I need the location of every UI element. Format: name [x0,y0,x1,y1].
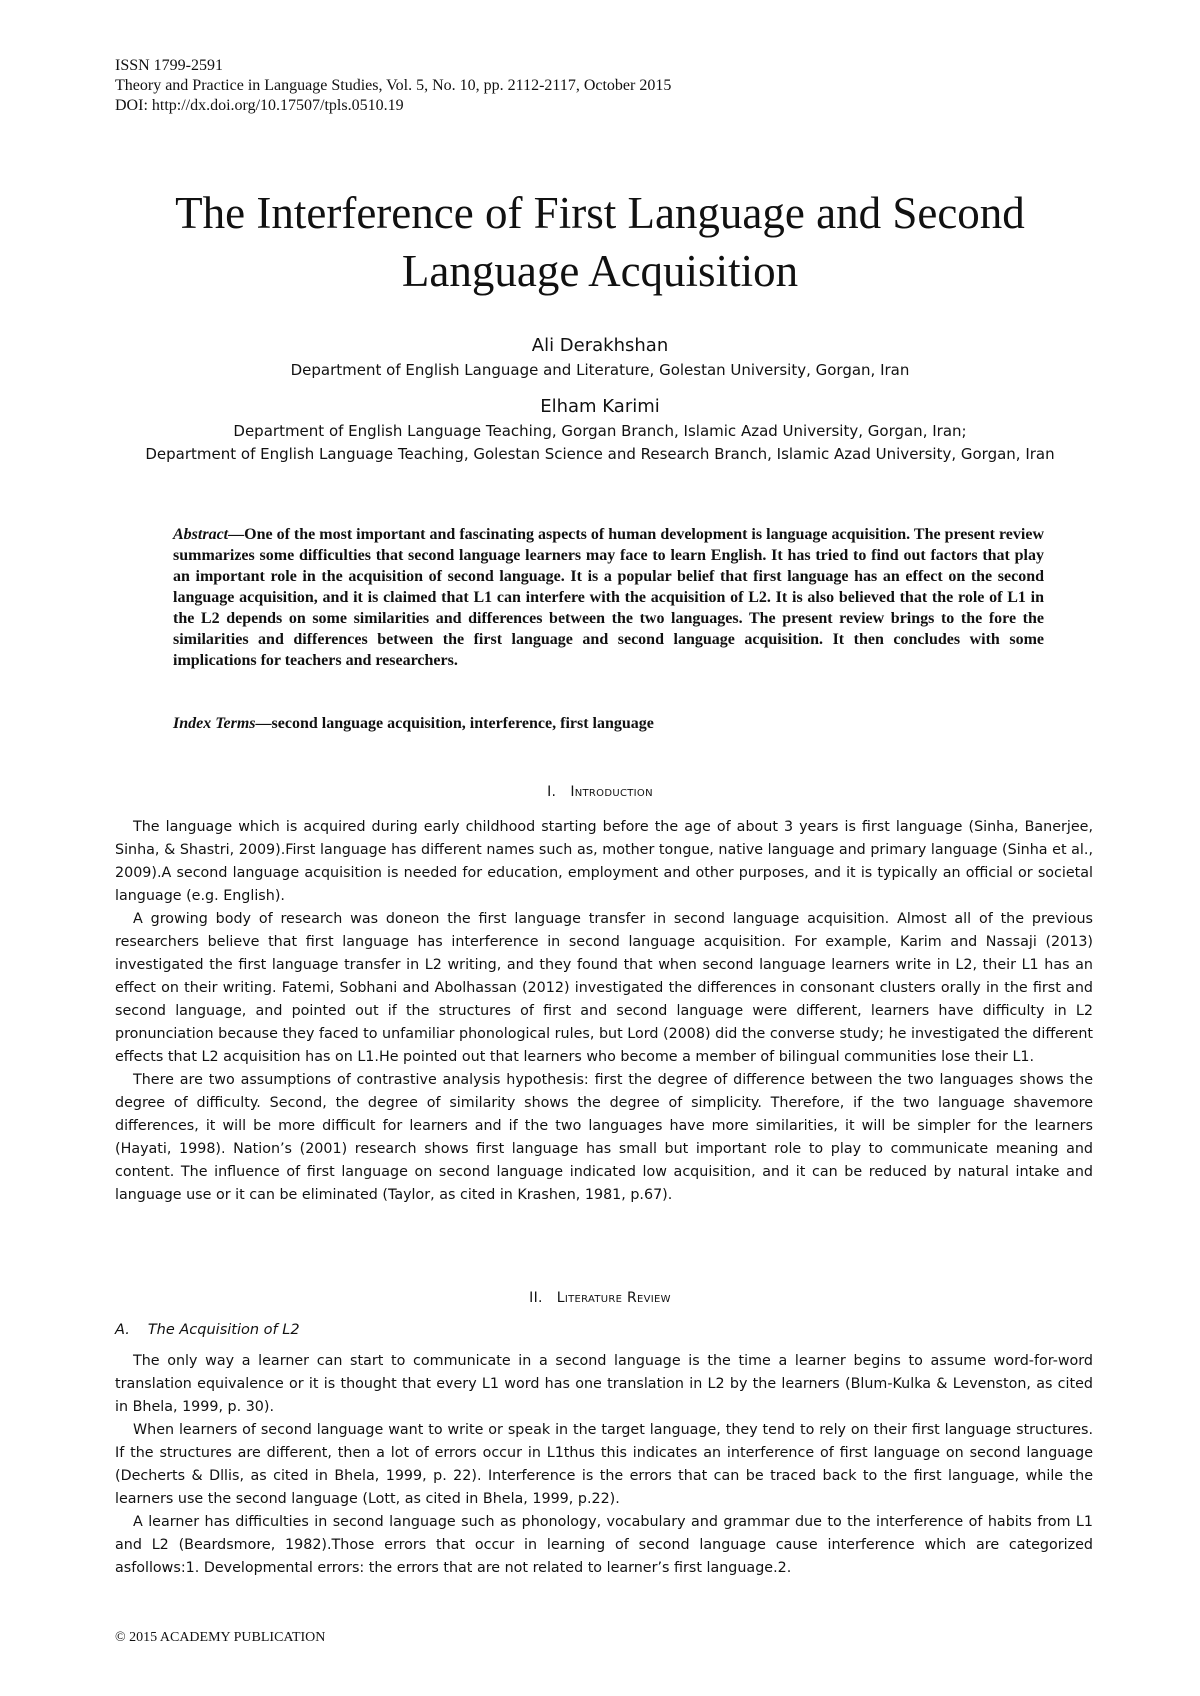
page-footer: © 2015 ACADEMY PUBLICATION [115,1630,326,1645]
author-name: Ali Derakhshan [531,335,669,356]
introduction-body [115,816,1093,1207]
author-affiliation: Department of English Language Teaching, Golestan Science and Research Branch, Islamic Azad University, Gorgan, Iran [145,445,1055,463]
author-2 [100,394,1100,466]
section-title: Introduction [570,784,653,800]
index-terms [173,713,1044,734]
literature-review-body [115,1350,1093,1580]
subsection-number: A. [115,1322,130,1338]
title-line-2: Language Acquisition [401,246,799,296]
index-terms-text: —second language acquisition, interference, first language [255,715,654,732]
section-heading-introduction [0,784,1200,800]
paragraph: The only way a learner can start to communicate in a second language is the time a learner begins to assume word-for-word translation equivalence or it is thought that every L1 word has one translation in L2 by the learners (Blum-Kulka & Levenston, as cited in Bhela, 1999, p. 30). [115,1353,1093,1415]
issn-line: ISSN 1799-2591 [115,57,224,74]
paragraph: When learners of second language want to write or speak in the target language, they tend to rely on their first language structures. If the structures are different, then a lot of errors occur in L1thus this indicates an interference of first language on second language (Decherts & Dllis, as cited in Bhela, 1999, p. 22). Interference is the errors that can be traced back to the first language, while the learners use the second language (Lott, as cited in Bhela, 1999, p.22). [115,1422,1093,1507]
section-title: Literature Review [556,1290,671,1306]
journal-citation-line: Theory and Practice in Language Studies, Vol. 5, No. 10, pp. 2112-2117, October 2015 [115,77,672,94]
index-terms-label: Index Terms [173,715,256,732]
author-1 [100,333,1100,382]
author-affiliation: Department of English Language and Literature, Golestan University, Gorgan, Iran [290,361,910,379]
doi-line: DOI: http://dx.doi.org/10.17507/tpls.0510.19 [115,97,404,114]
paper-title [0,184,1200,300]
abstract [173,524,1044,671]
paragraph: The language which is acquired during early childhood starting before the age of about 3 years is first language (Sinha, Banerjee, Sinha, & Shastri, 2009).First language has different names such as, mother tongue, native language and primary language (Sinha et al., 2009).A second language acquisition is needed for education, employment and other purposes, and it is typically an official or societal language (e.g. English). [115,819,1093,904]
author-block [100,333,1100,466]
paragraph: A learner has difficulties in second language such as phonology, vocabulary and grammar due to the interference of habits from L1 and L2 (Beardsmore, 1982).Those errors that occur in learning of second language cause interference which are categorized asfollows:1. Developmental errors: the errors that are not related to learner’s first language.2. [115,1514,1093,1576]
section-heading-literature-review [0,1290,1200,1306]
title-line-1: The Interference of First Language and Second [175,188,1025,238]
journal-header [115,56,671,116]
abstract-label: Abstract [173,526,229,543]
section-number: I. [547,784,557,800]
subsection-heading [115,1322,300,1338]
subsection-title: The Acquisition of L2 [147,1322,300,1338]
author-affiliation: Department of English Language Teaching, Gorgan Branch, Islamic Azad University, Gorgan, Iran; [233,422,967,440]
section-number: II. [529,1290,543,1306]
paragraph: A growing body of research was doneon the first language transfer in second language acquisition. Almost all of the previous researchers believe that first language has interference in second language acquisition. For example, Karim and Nassaji (2013) investigated the first language transfer in L2 writing, and they found that when second language learners write in L2, their L1 has an effect on their writing. Fatemi, Sobhani and Abolhassan (2012) investigated the differences in consonant clusters orally in the first and second language, and pointed out if the structures of first and second language were different, learners have difficulty in L2 pronunciation because they faced to unfamiliar phonological rules, but Lord (2008) did the converse study; he investigated the different effects that L2 acquisition has on L1.He pointed out that learners who become a member of bilingual communities lose their L1. [115,911,1093,1065]
author-name: Elham Karimi [540,396,660,417]
abstract-text: —One of the most important and fascinating aspects of human development is language acquisition. The present review summarizes some difficulties that second language learners may face to learn English. It has tried to find out factors that play an important role in the acquisition of second language. It is a popular belief that first language has an effect on the second language acquisition, and it is claimed that L1 can interfere with the acquisition of L2. It is also believed that the role of L1 in the L2 depends on some similarities and differences between the two languages. The present review brings to the fore the similarities and differences between the first language and second language acquisition. It then concludes with some implications for teachers and researchers. [173,526,1044,669]
paragraph: There are two assumptions of contrastive analysis hypothesis: first the degree of difference between the two languages shows the degree of difficulty. Second, the degree of similarity shows the degree of simplicity. Therefore, if the two language shavemore differences, it will be more difficult for learners and if the two languages have more similarities, it will be simpler for the learners (Hayati, 1998). Nation’s (2001) research shows first language has small but important role to play to communicate meaning and content. The influence of first language on second language indicated low acquisition, and it can be reduced by natural intake and language use or it can be eliminated (Taylor, as cited in Krashen, 1981, p.67). [115,1072,1093,1203]
